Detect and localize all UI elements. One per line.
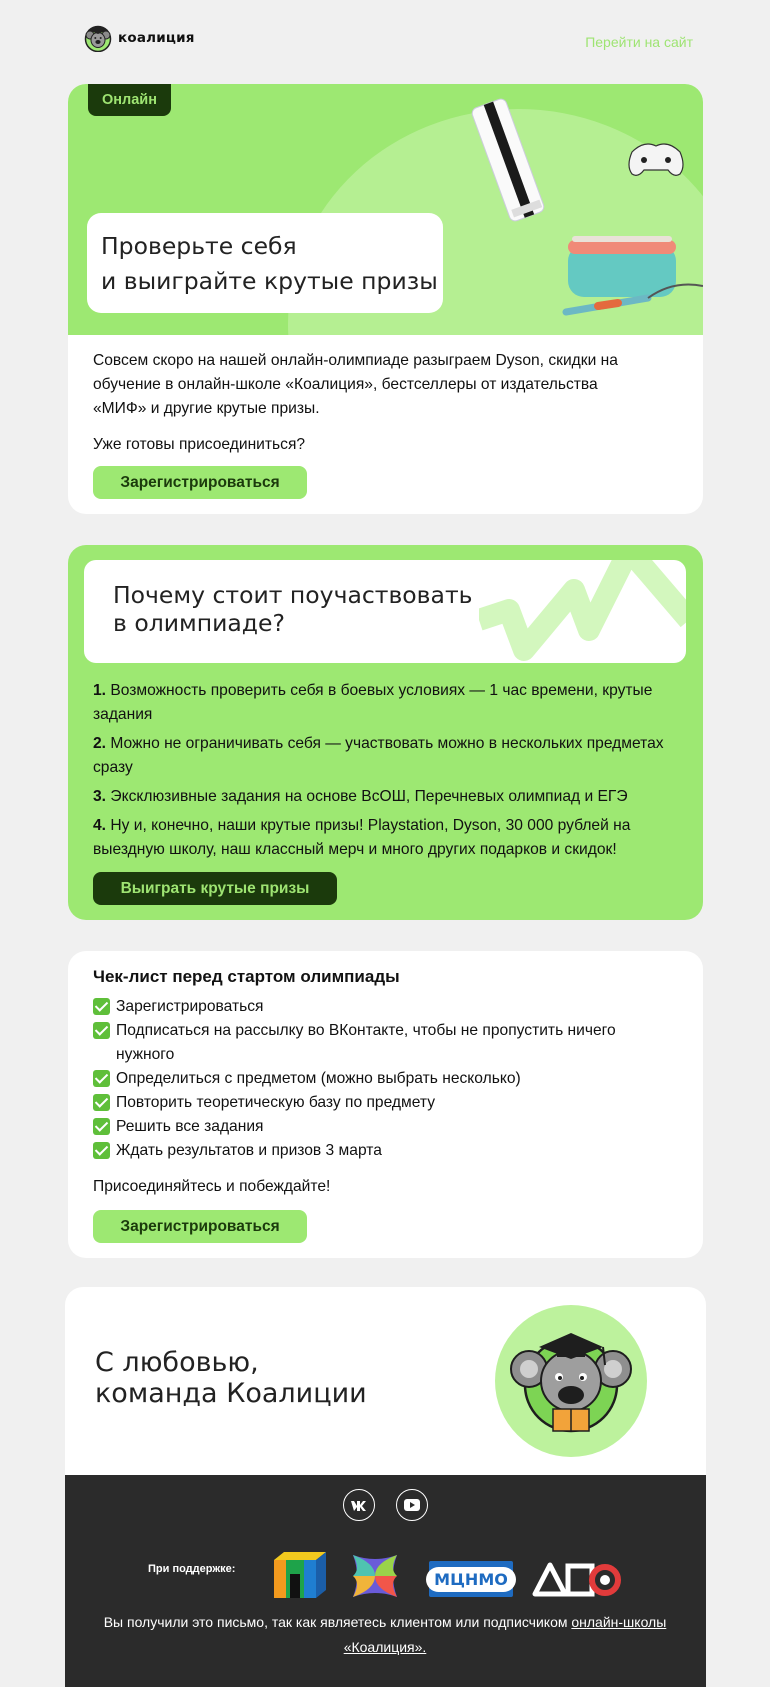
checklist-item xyxy=(93,995,653,1019)
partner-logo-cube-icon xyxy=(270,1550,326,1602)
intro-text: Совсем скоро на нашей онлайн-олимпиаде разыграем Dyson, скидки на обучение в онлайн-школе «Коалиция», бестселлеры от издательства «МИФ» и другие крутые призы. xyxy=(93,352,618,417)
logo-text: коалиция xyxy=(118,30,195,46)
why-title-line1: Почему стоит поучаствовать xyxy=(113,581,473,609)
benefit-text: Ну и, конечно, наши крутые призы! Playstation, Dyson, 30 000 рублей на выездную школу, наш классный мерч и много других подарков и скидок! xyxy=(93,817,631,858)
checkmark-icon xyxy=(93,1022,110,1039)
partner-logo-shapes-icon xyxy=(532,1560,622,1598)
benefit-item xyxy=(93,814,683,862)
checklist-item-text: Определиться с предметом (можно выбрать несколько) xyxy=(116,1070,521,1087)
checkmark-icon xyxy=(93,1142,110,1159)
intro-question: Уже готовы присоединиться? xyxy=(93,436,306,453)
win-prizes-button[interactable]: Выиграть крутые призы xyxy=(93,872,337,905)
koala-mascot xyxy=(495,1305,647,1457)
benefit-item xyxy=(93,679,683,727)
partner-logo-star-icon xyxy=(347,1549,403,1603)
hero-card xyxy=(68,84,703,514)
header-logo[interactable] xyxy=(84,24,195,52)
checklist-item-text: Ждать результатов и призов 3 марта xyxy=(116,1142,382,1159)
checkmark-icon xyxy=(93,1094,110,1111)
footer xyxy=(65,1475,706,1687)
hero-title-line2: и выиграйте крутые призы xyxy=(101,267,438,295)
gamepad-icon xyxy=(629,144,683,175)
checklist-item-text: Зарегистрироваться xyxy=(116,998,264,1015)
benefit-text: Возможность проверить себя в боевых условиях — 1 час времени, крутые задания xyxy=(93,682,653,723)
checkmark-icon xyxy=(93,1070,110,1087)
checklist xyxy=(93,995,653,1163)
checklist-item xyxy=(93,1067,653,1091)
join-text: Присоединяйтесь и побеждайте! xyxy=(93,1178,331,1195)
checklist-item xyxy=(93,1115,653,1139)
checklist-item-text: Повторить теоретическую базу по предмету xyxy=(116,1094,436,1111)
youtube-button[interactable] xyxy=(396,1489,428,1521)
benefit-number: 3. xyxy=(93,788,107,805)
checklist-item xyxy=(93,1019,653,1067)
vk-button[interactable] xyxy=(343,1489,375,1521)
benefit-number: 2. xyxy=(93,735,107,752)
why-title-box xyxy=(84,560,686,663)
benefit-number: 4. xyxy=(93,817,107,834)
signature-text xyxy=(95,1347,367,1409)
benefit-item xyxy=(93,785,683,809)
checklist-card xyxy=(68,951,703,1258)
hero-banner xyxy=(68,84,703,335)
benefit-item xyxy=(93,732,683,780)
hero-title-box xyxy=(87,213,443,313)
koala-mascot-icon xyxy=(495,1305,647,1457)
online-badge: Онлайн xyxy=(88,84,171,116)
checklist-item-text: Решить все задания xyxy=(116,1118,264,1135)
register-button[interactable]: Зарегистрироваться xyxy=(93,466,307,499)
benefit-text: Можно не ограничивать себя — участвовать можно в нескольких предметах сразу xyxy=(93,735,664,776)
support-label: При поддержке: xyxy=(148,1563,236,1575)
hero-title-line1: Проверьте себя xyxy=(101,232,297,260)
checklist-item xyxy=(93,1091,653,1115)
checkmark-icon xyxy=(93,998,110,1015)
koala-logo-icon xyxy=(84,24,112,52)
benefit-number: 1. xyxy=(93,682,107,699)
checklist-title: Чек-лист перед стартом олимпиады xyxy=(93,967,400,986)
why-participate-card xyxy=(68,545,703,920)
school-link[interactable]: онлайн-школы «Коалиция». xyxy=(343,1614,667,1655)
decorative-zigzag-shape xyxy=(479,560,686,663)
youtube-icon xyxy=(397,1490,427,1520)
register-button-2[interactable]: Зарегистрироваться xyxy=(93,1210,307,1243)
mcnmo-logo-text: МЦНМО xyxy=(426,1567,516,1592)
vk-icon xyxy=(344,1490,374,1520)
checklist-item-text: Подписаться на рассылку во ВКонтакте, чтобы не пропустить ничего нужного xyxy=(116,1022,616,1063)
benefit-text: Эксклюзивные задания на основе ВсОШ, Перечневых олимпиад и ЕГЭ xyxy=(110,788,628,805)
checklist-item xyxy=(93,1139,653,1163)
footer-notice xyxy=(85,1610,685,1660)
why-title-line2: в олимпиаде? xyxy=(113,609,285,637)
go-to-site-link[interactable]: Перейти на сайт xyxy=(585,34,693,50)
checkmark-icon xyxy=(93,1118,110,1135)
signature-line1: С любовью, xyxy=(95,1347,259,1378)
footer-notice-text: Вы получили это письмо, так как являетесь клиентом или подписчиком xyxy=(103,1614,572,1630)
dyson-case-icon xyxy=(568,236,676,297)
mcnmo-logo xyxy=(429,1561,513,1597)
signature-card xyxy=(65,1287,706,1687)
why-title xyxy=(113,581,472,637)
hero-title xyxy=(101,229,441,299)
prizes-illustration xyxy=(448,90,703,335)
playstation-console-icon xyxy=(471,97,546,222)
signature-line2: команда Коалиции xyxy=(95,1378,367,1409)
